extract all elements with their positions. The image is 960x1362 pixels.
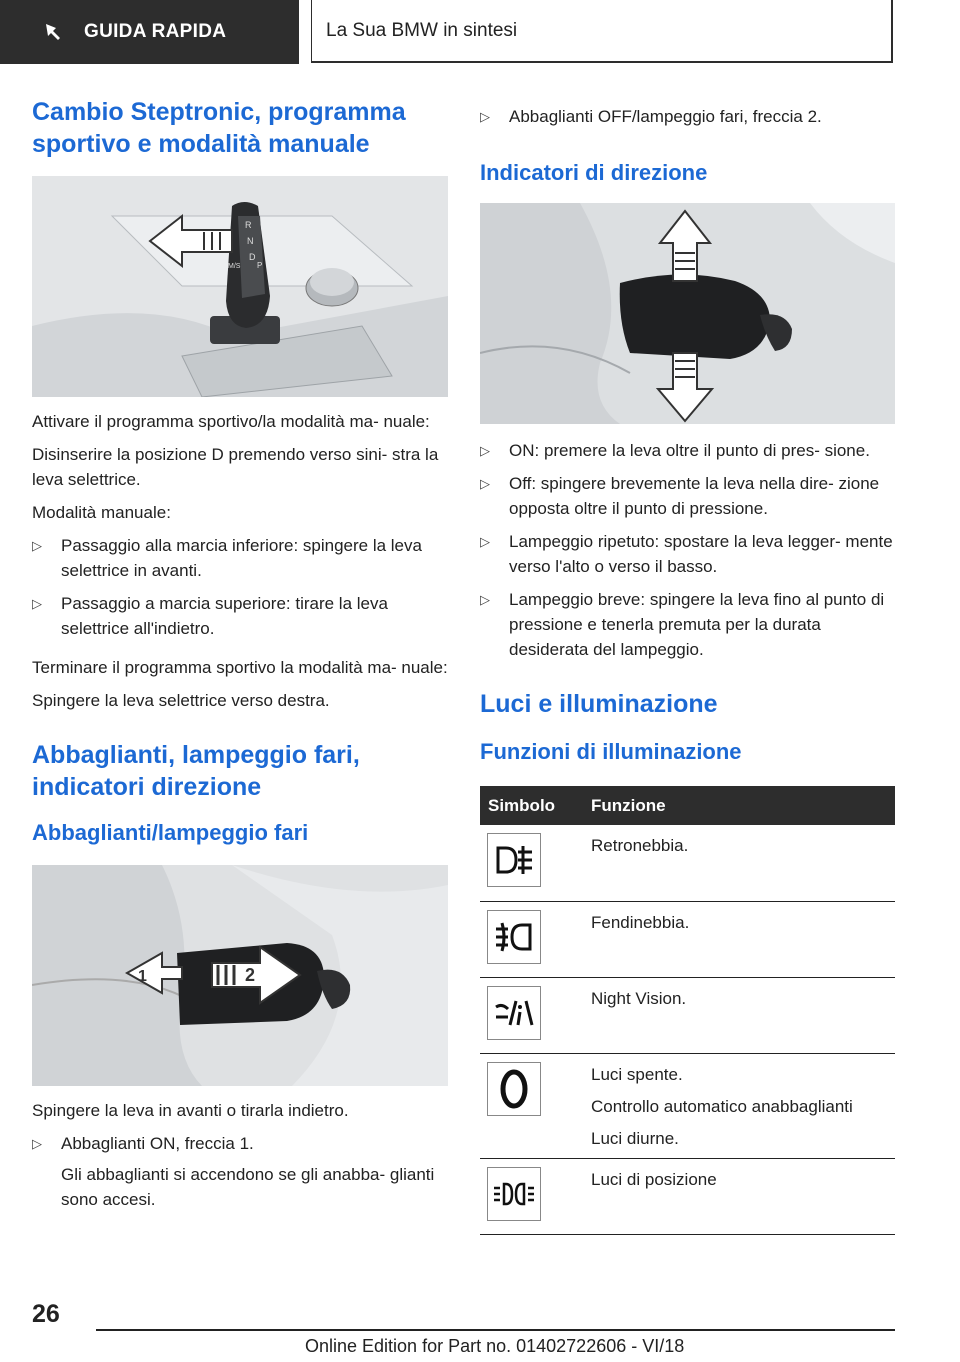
rear-fog-light-icon	[487, 833, 541, 887]
subheading-light-functions: Funzioni di illuminazione	[480, 739, 742, 764]
manual-mode-list	[32, 533, 448, 641]
heading-high-beam: Abbaglianti, lampeggio fari, indicatori direzione	[32, 741, 360, 801]
right-column	[480, 96, 895, 1235]
footer-divider	[96, 1329, 895, 1331]
table-row	[480, 1053, 895, 1158]
bullet-triangle-icon: ▷	[32, 538, 42, 553]
bullet-triangle-icon: ▷	[480, 476, 490, 491]
function-text: Luci spente.	[591, 1064, 683, 1084]
bmw-arrow-icon	[44, 22, 64, 42]
parking-lights-icon	[487, 1167, 541, 1221]
gear-label: P	[257, 261, 263, 270]
heading-steptronic: Cambio Steptronic, programma sportivo e modalità manuale	[32, 98, 406, 158]
section-title: La Sua BMW in sintesi	[326, 19, 518, 41]
high-beam-stalk-illustration	[32, 865, 448, 1086]
function-text: Retronebbia.	[591, 836, 689, 855]
night-vision-icon	[487, 986, 541, 1040]
column-header-symbol: Simbolo	[480, 786, 591, 825]
bullet-triangle-icon: ▷	[480, 109, 490, 124]
subheading-indicators: Indicatori di direzione	[480, 160, 708, 185]
bullet-triangle-icon: ▷	[32, 596, 42, 611]
function-text: Luci diurne.	[591, 1128, 679, 1148]
gear-label: R	[245, 220, 252, 230]
lights-off-zero-icon	[487, 1062, 541, 1116]
indicators-list	[480, 438, 895, 662]
paragraph-manual: Modalità manuale:	[32, 503, 171, 522]
section-title-box	[311, 0, 893, 63]
bullet-triangle-icon: ▷	[480, 443, 490, 458]
arrow-label: 2	[245, 965, 256, 985]
paragraph-terminate: Terminare il programma sportivo la modalità ma- nuale:	[32, 658, 448, 677]
list-item: ▷ Passaggio a marcia superiore: tirare la leva selettrice all'indietro.	[32, 591, 448, 641]
paragraph-disengage: Disinserire la posizione D premendo verso sini- stra la leva selettrice.	[32, 445, 439, 489]
list-item: ▷ Passaggio alla marcia inferiore: spingere la leva selettrice in avanti.	[32, 533, 448, 583]
page-number: 26	[32, 1300, 60, 1328]
gear-label: M/S	[228, 263, 241, 270]
table-row	[480, 901, 895, 977]
list-item: ▷ Abbaglianti OFF/lampeggio fari, freccia 2.	[480, 104, 895, 129]
paragraph-push-pull: Spingere la leva in avanti o tirarla indietro.	[32, 1101, 349, 1120]
table-row	[480, 1158, 895, 1234]
left-column	[32, 96, 448, 1220]
bullet-triangle-icon: ▷	[32, 1136, 42, 1151]
function-text: Luci di posizione	[591, 1169, 717, 1189]
bullet-triangle-icon: ▷	[480, 534, 490, 549]
list-item: ▷ Abbaglianti ON, freccia 1. Gli abbaglianti si accendono se gli anabba- glianti sono accesi.	[32, 1131, 448, 1212]
turn-signal-illustration	[480, 203, 895, 424]
list-item: ▷ Off: spingere brevemente la leva nella dire- zione opposta oltre il punto di pressione.	[480, 471, 895, 521]
gear-label: N	[247, 236, 254, 246]
function-text: Controllo automatico anabbaglianti	[591, 1096, 853, 1116]
paragraph-activate: Attivare il programma sportivo/la modalità ma- nuale:	[32, 412, 430, 431]
front-fog-light-icon	[487, 910, 541, 964]
high-beam-off-list	[480, 104, 895, 129]
list-item-note: Gli abbaglianti si accendono se gli anabba- glianti sono accesi.	[61, 1165, 435, 1209]
gear-label: D	[249, 252, 256, 262]
function-text: Night Vision.	[591, 988, 687, 1008]
function-text: Fendinebbia.	[591, 912, 690, 932]
column-header-function: Funzione	[591, 786, 895, 825]
paragraph-push-right: Spingere la leva selettrice verso destra.	[32, 691, 330, 710]
light-functions-table	[480, 786, 895, 1235]
table-header-row	[480, 786, 895, 825]
subheading-high-beam: Abbaglianti/lampeggio fari	[32, 820, 309, 845]
list-item: ▷ Lampeggio breve: spingere la leva fino al punto di pressione e tenerla premuta per la durata desiderata del lampeggio.	[480, 587, 895, 662]
high-beam-list	[32, 1131, 448, 1212]
bullet-triangle-icon: ▷	[480, 592, 490, 607]
header-tab[interactable]	[0, 0, 299, 64]
heading-lights: Luci e illuminazione	[480, 690, 718, 718]
list-item: ▷ Lampeggio ripetuto: spostare la leva legger- mente verso l'alto o verso il basso.	[480, 529, 895, 579]
table-row	[480, 977, 895, 1053]
arrow-label: 1	[138, 968, 147, 985]
list-item: ▷ ON: premere la leva oltre il punto di pres- sione.	[480, 438, 895, 463]
footer-edition: Online Edition for Part no. 01402722606 - VI/18	[305, 1336, 685, 1356]
header-tab-label: GUIDA RAPIDA	[84, 21, 227, 42]
table-row	[480, 825, 895, 901]
gear-selector-illustration	[32, 176, 448, 397]
